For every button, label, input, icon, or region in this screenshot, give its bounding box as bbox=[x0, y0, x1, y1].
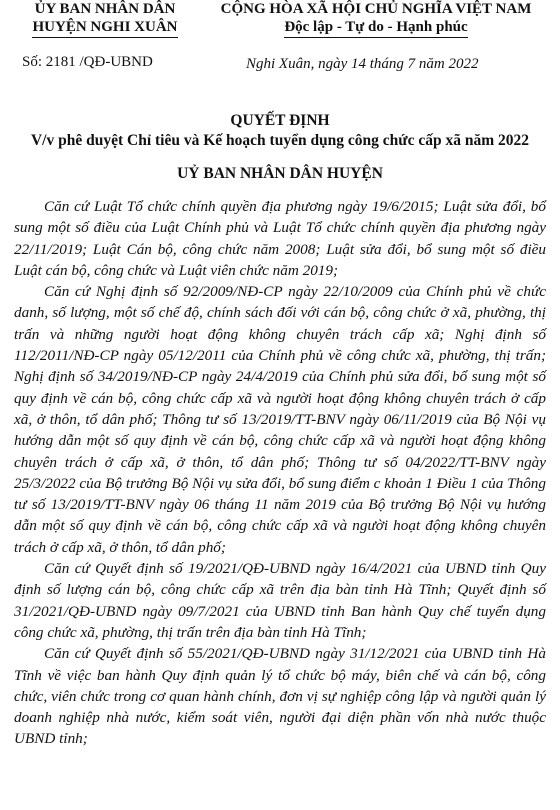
paragraph-legal-basis-4: Căn cứ Quyết định số 55/2021/QĐ-UBND ngày 31/12/2021 của UBND tỉnh Hà Tĩnh về việc ban hành Quy định quản lý tổ chức bộ máy, biên chế và cán bộ, công chức, viên chức trong cơ quan hành chính, đơn vị sự nghiệp công lập và người quản lý doanh nghiệp nhà nước, kiểm soát viên, người đại diện phần vốn nhà nước thuộc UBND tỉnh; bbox=[14, 645, 546, 748]
document-date: Nghi Xuân, ngày 14 tháng 7 năm 2022 bbox=[246, 56, 479, 72]
paragraph-legal-basis-1: Căn cứ Luật Tổ chức chính quyền địa phương ngày 19/6/2015; Luật sửa đổi, bổ sung một số điều của Luật Chính phủ và Luật Tổ chức chính quyền địa phương ngày 22/11/2019; Luật Cán bộ, công chức năm 2008; Luật sửa đổi, bổ sung một số điều Luật cán bộ, công chức và Luật viên chức năm 2019; bbox=[14, 198, 546, 279]
agency-line-1: ỦY BAN NHÂN DÂN bbox=[34, 1, 176, 17]
issuing-body: UỶ BAN NHÂN DÂN HUYỆN bbox=[177, 165, 383, 182]
motto: Độc lập - Tự do - Hạnh phúc bbox=[284, 18, 467, 38]
document-number: Số: 2181 /QĐ-UBND bbox=[22, 54, 153, 70]
document-subject: V/v phê duyệt Chỉ tiêu và Kế hoạch tuyển dụng công chức cấp xã năm 2022 bbox=[30, 132, 530, 149]
document-body bbox=[14, 196, 546, 750]
document-title: QUYẾT ĐỊNH bbox=[230, 112, 330, 129]
issuing-agency-header bbox=[20, 0, 190, 38]
paragraph-legal-basis-3: Căn cứ Quyết định số 19/2021/QĐ-UBND ngày 16/4/2021 của UBND tỉnh Quy định số lượng cán bộ, công chức cấp xã trên địa bàn tỉnh Hà Tĩnh; Quyết định số 31/2021/QĐ-UBND ngày 09/7/2021 của UBND tỉnh Ban hành Quy chế tuyển dụng công chức xã, phường, thị trấn trên địa bàn tỉnh Hà Tĩnh; bbox=[14, 560, 546, 641]
country-name: CỘNG HÒA XÃ HỘI CHỦ NGHĨA VIỆT NAM bbox=[220, 1, 532, 17]
agency-line-2: HUYỆN NGHI XUÂN bbox=[32, 18, 177, 38]
paragraph-legal-basis-2: Căn cứ Nghị định số 92/2009/NĐ-CP ngày 22/10/2009 của Chính phủ về chức danh, số lượng, một số chế độ, chính sách đối với cán bộ, công chức ở xã, phường, thị trấn và những người hoạt động không chuyên trách cấp xã; Nghị định số 112/2011/NĐ-CP ngày 05/12/2011 của Chính phủ về công chức xã, phường, thị trấn; Nghị định số 34/2019/NĐ-CP ngày 24/4/2019 của Chính phủ sửa đổi, bổ sung một số quy định về cán bộ, công chức cấp xã và người hoạt động không chuyên trách ở cấp xã, ở thôn, tổ dân phố; Thông tư số 13/2019/TT-BNV ngày 06/11/2019 của Bộ Nội vụ hướng dẫn một số quy định về cán bộ, công chức cấp xã và người hoạt động không chuyên trách ở cấp xã, ở thôn, tổ dân phố; Thông tư số 04/2022/TT-BNV ngày 25/3/2022 của Bộ trưởng Bộ Nội vụ sửa đổi, bổ sung điểm c khoản 1 Điều 1 của Thông tư số 13/2019/TT-BNV ngày 06 tháng 11 năm 2019 của Bộ trưởng Bộ Nội vụ hướng dẫn một số quy định về cán bộ, công chức cấp xã và người hoạt động không chuyên trách ở cấp xã, ở thôn, tổ dân phố; bbox=[14, 283, 546, 556]
national-motto-header bbox=[206, 0, 546, 38]
